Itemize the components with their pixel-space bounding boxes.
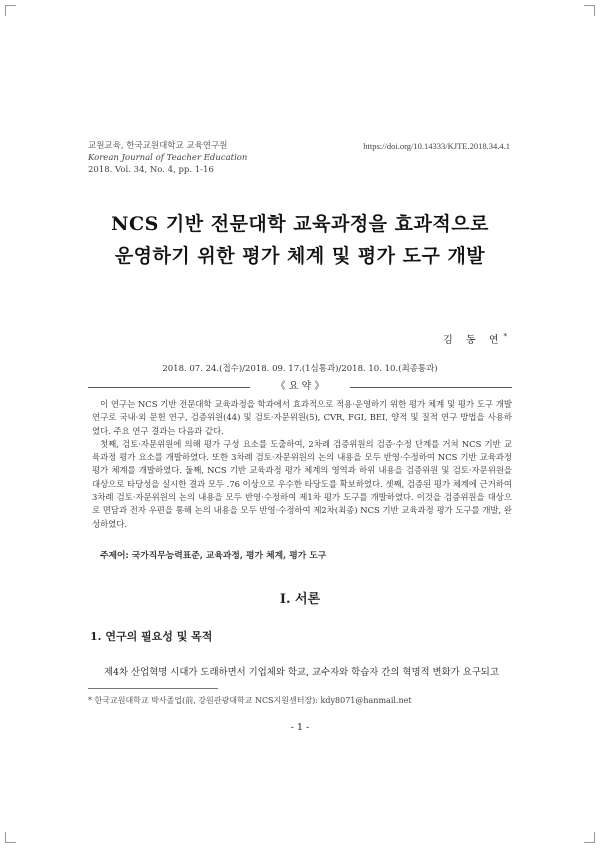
footnote-divider <box>88 688 218 689</box>
crop-mark-bottom-right <box>584 832 595 843</box>
abstract-paragraph-2: 첫째, 검토·자문위원에 의해 평가 구성 요소를 도출하여, 2차례 검증위원의 검증·수정 단계를 거쳐 NCS 기반 교육과정 평가 요소를 개발하였다. 또한 3차례 검토·자문위원의 논의 내용을 모두 반영·수정하여 NCS 기반 교육과정 평가 체계를 개발하였다. 둘째, NCS 기반 교육과정 평가 체계의 영역과 하위 내용을 검증위원 및 검토·자문위원을 대상으로 타당성을 실시한 결과 모두 .76 이상으로 우수한 타당도를 확보하였다. 셋째, 검증된 평가 체계에 근거하여 3차례 검토·자문위원의 논의 내용을 모두 반영·수정하여 제1차 평가 도구를 개발하였다. 이것을 검증위원을 대상으로 면담과 전자 우편을 통해 논의 내용을 모두 반영·수정하여 제2차(최종) NCS 기반 교육과정 평가 도구를 개발, 완성하였다. <box>92 438 512 529</box>
subsection-heading: 1. 연구의 필요성 및 목적 <box>90 630 213 643</box>
body-paragraph: 제4차 산업혁명 시대가 도래하면서 기업체와 학교, 교수자와 학습자 간의 혁명적 변화가 요구되고 <box>104 667 499 678</box>
journal-issue: 2018. Vol. 34, No. 4, pp. 1-16 <box>88 165 214 175</box>
author-footnote: * 한국교원대학교 박사졸업(前, 강원관광대학교 NCS지원센터장): kdy8071@hanmail.net <box>88 696 412 705</box>
author-name: 김 동 연 <box>443 335 504 346</box>
journal-name-english: Korean Journal of Teacher Education <box>88 153 248 163</box>
paper-title <box>0 208 600 272</box>
keywords: 주제어: 국가직무능력표준, 교육과정, 평가 체계, 평가 도구 <box>100 551 327 561</box>
doi-link[interactable]: https://doi.org/10.14333/KJTE.2018.34.4.1 <box>363 141 510 151</box>
crop-mark-bottom-left <box>5 832 16 843</box>
submission-dates: 2018. 07. 24.(접수)/2018. 09. 17.(1심통과)/2018. 10. 10.(최종통과) <box>162 364 438 374</box>
page-number: - 1 - <box>290 722 310 733</box>
abstract-body <box>92 398 512 531</box>
abstract-rule-right <box>350 387 512 388</box>
crop-mark-top-right <box>584 5 595 16</box>
paper-title-line-2: 운영하기 위한 평가 체계 및 평가 도구 개발 <box>114 245 486 267</box>
section-heading: Ⅰ. 서론 <box>279 592 321 607</box>
abstract-heading <box>88 380 512 394</box>
abstract-paragraph-1: 이 연구는 NCS 기반 전문대학 교육과정을 학과에서 효과적으로 적용·운영하기 위한 평가 체계 및 평가 도구 개발 연구로 국내·외 문헌 연구, 검증위원(44) 및 검토·자문위원(5), CVR, FGI, BEI, 양적 및 질적 연구 방법을 사용하였다. 주요 연구 결과는 다음과 같다. <box>92 399 512 436</box>
crop-mark-top-left <box>5 5 16 16</box>
journal-header <box>88 140 247 176</box>
journal-name-korean: 교원교육, 한국교원대학교 교육연구원 <box>88 141 228 151</box>
paper-title-line-1: NCS 기반 전문대학 교육과정을 효과적으로 <box>111 213 489 235</box>
author <box>443 331 507 346</box>
abstract-heading-label: 《 요 약 》 <box>275 381 325 392</box>
author-footnote-mark: * <box>503 332 507 341</box>
